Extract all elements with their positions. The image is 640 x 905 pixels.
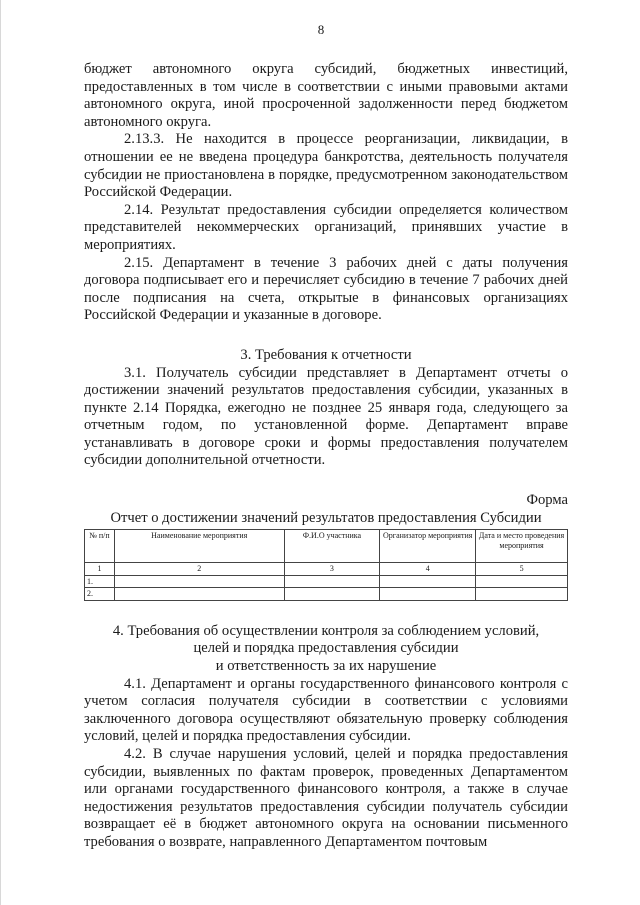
document-body bbox=[84, 61, 568, 851]
table-cell bbox=[114, 588, 284, 601]
report-title: Отчет о достижении значений результатов предоставления Субсидии bbox=[110, 509, 542, 526]
table-cell bbox=[476, 588, 568, 601]
paragraph-budget-debt: бюджет автономного округа субсидий, бюджетных инвестиций, предоставленных в том числе в соответствии с иными правовыми актами автономного округа, иной просроченной задолженности перед бюджетом автономного округа. bbox=[84, 61, 568, 130]
paragraph-2-15: 2.15. Департамент в течение 3 рабочих дней с даты получения договора подписывает его и перечисляет субсидию в течение 7 рабочих дней после подписания на счета, открытые в финансовых организациях Российской Федерации и указанные в договоре. bbox=[84, 254, 568, 324]
table-cell: 1. bbox=[85, 575, 115, 588]
column-number: 2 bbox=[114, 563, 284, 576]
table-cell bbox=[380, 588, 476, 601]
table-cell bbox=[476, 575, 568, 588]
column-header: № п/п bbox=[85, 530, 115, 563]
table-header-row bbox=[85, 530, 568, 563]
section-3-heading: 3. Требования к отчетности bbox=[240, 346, 412, 363]
column-number: 1 bbox=[85, 563, 115, 576]
report-table bbox=[84, 529, 568, 601]
page-number: 8 bbox=[317, 22, 325, 37]
paragraph-3-1: 3.1. Получатель субсидии представляет в Департамент отчеты о достижении значений результатов предоставления субсидии, указанных в пункте 2.14 Порядка, ежегодно не позднее 25 января года, следующего за отчетным годом, по установленной форме. Департамент вправе устанавливать в договоре сроки и формы предоставления получателем субсидии дополнительной отчетности. bbox=[84, 364, 568, 469]
paragraph-2-13-3: 2.13.3. Не находится в процессе реорганизации, ликвидации, в отношении ее не введена процедура банкротства, деятельность получателя субсидии не приостановлена в порядке, предусмотренном законодательством Российской Федерации. bbox=[84, 131, 568, 201]
column-number: 5 bbox=[476, 563, 568, 576]
table-numbering-row bbox=[85, 563, 568, 576]
section-4-heading-line-1: 4. Требования об осуществлении контроля за соблюдением условий, bbox=[112, 622, 540, 639]
section-4-heading-line-2: целей и порядка предоставления субсидии bbox=[193, 640, 459, 657]
column-header: Ф.И.О участника bbox=[284, 530, 380, 563]
paragraph-4-2: 4.2. В случае нарушения условий, целей и порядка предоставления субсидии, выявленных по фактам проверок, проведенных Департаментом или органами государственного финансового контроля, а также в случае недостижения результатов предоставления субсидии получатель субсидии возвращает её в бюджет автономного округа на основании письменного требования о возврате, направленного Департаментом почтовым bbox=[84, 745, 568, 850]
table-cell bbox=[380, 575, 476, 588]
table-cell bbox=[284, 575, 380, 588]
column-header: Организатор мероприятия bbox=[380, 530, 476, 563]
column-number: 4 bbox=[380, 563, 476, 576]
table-cell: 2. bbox=[85, 588, 115, 601]
column-header: Наименование мероприятия bbox=[114, 530, 284, 563]
table-cell bbox=[284, 588, 380, 601]
paragraph-2-14: 2.14. Результат предоставления субсидии определяется количеством представителей некоммерческих организаций, принявших участие в мероприятиях. bbox=[84, 201, 568, 253]
paragraph-4-1: 4.1. Департамент и органы государственного финансового контроля с учетом согласия получателя субсидии в соответствии с условиями заключенного договора осуществляют обязательную проверку соблюдения условий, целей и порядка предоставления субсидии. bbox=[84, 675, 568, 745]
section-4-heading-line-3: и ответственность за их нарушение bbox=[215, 657, 437, 674]
column-header: Дата и место проведения мероприятия bbox=[476, 530, 568, 563]
table-row bbox=[85, 575, 568, 588]
column-number: 3 bbox=[284, 563, 380, 576]
table-row bbox=[85, 588, 568, 601]
form-label: Форма bbox=[526, 492, 568, 509]
table-cell bbox=[114, 575, 284, 588]
